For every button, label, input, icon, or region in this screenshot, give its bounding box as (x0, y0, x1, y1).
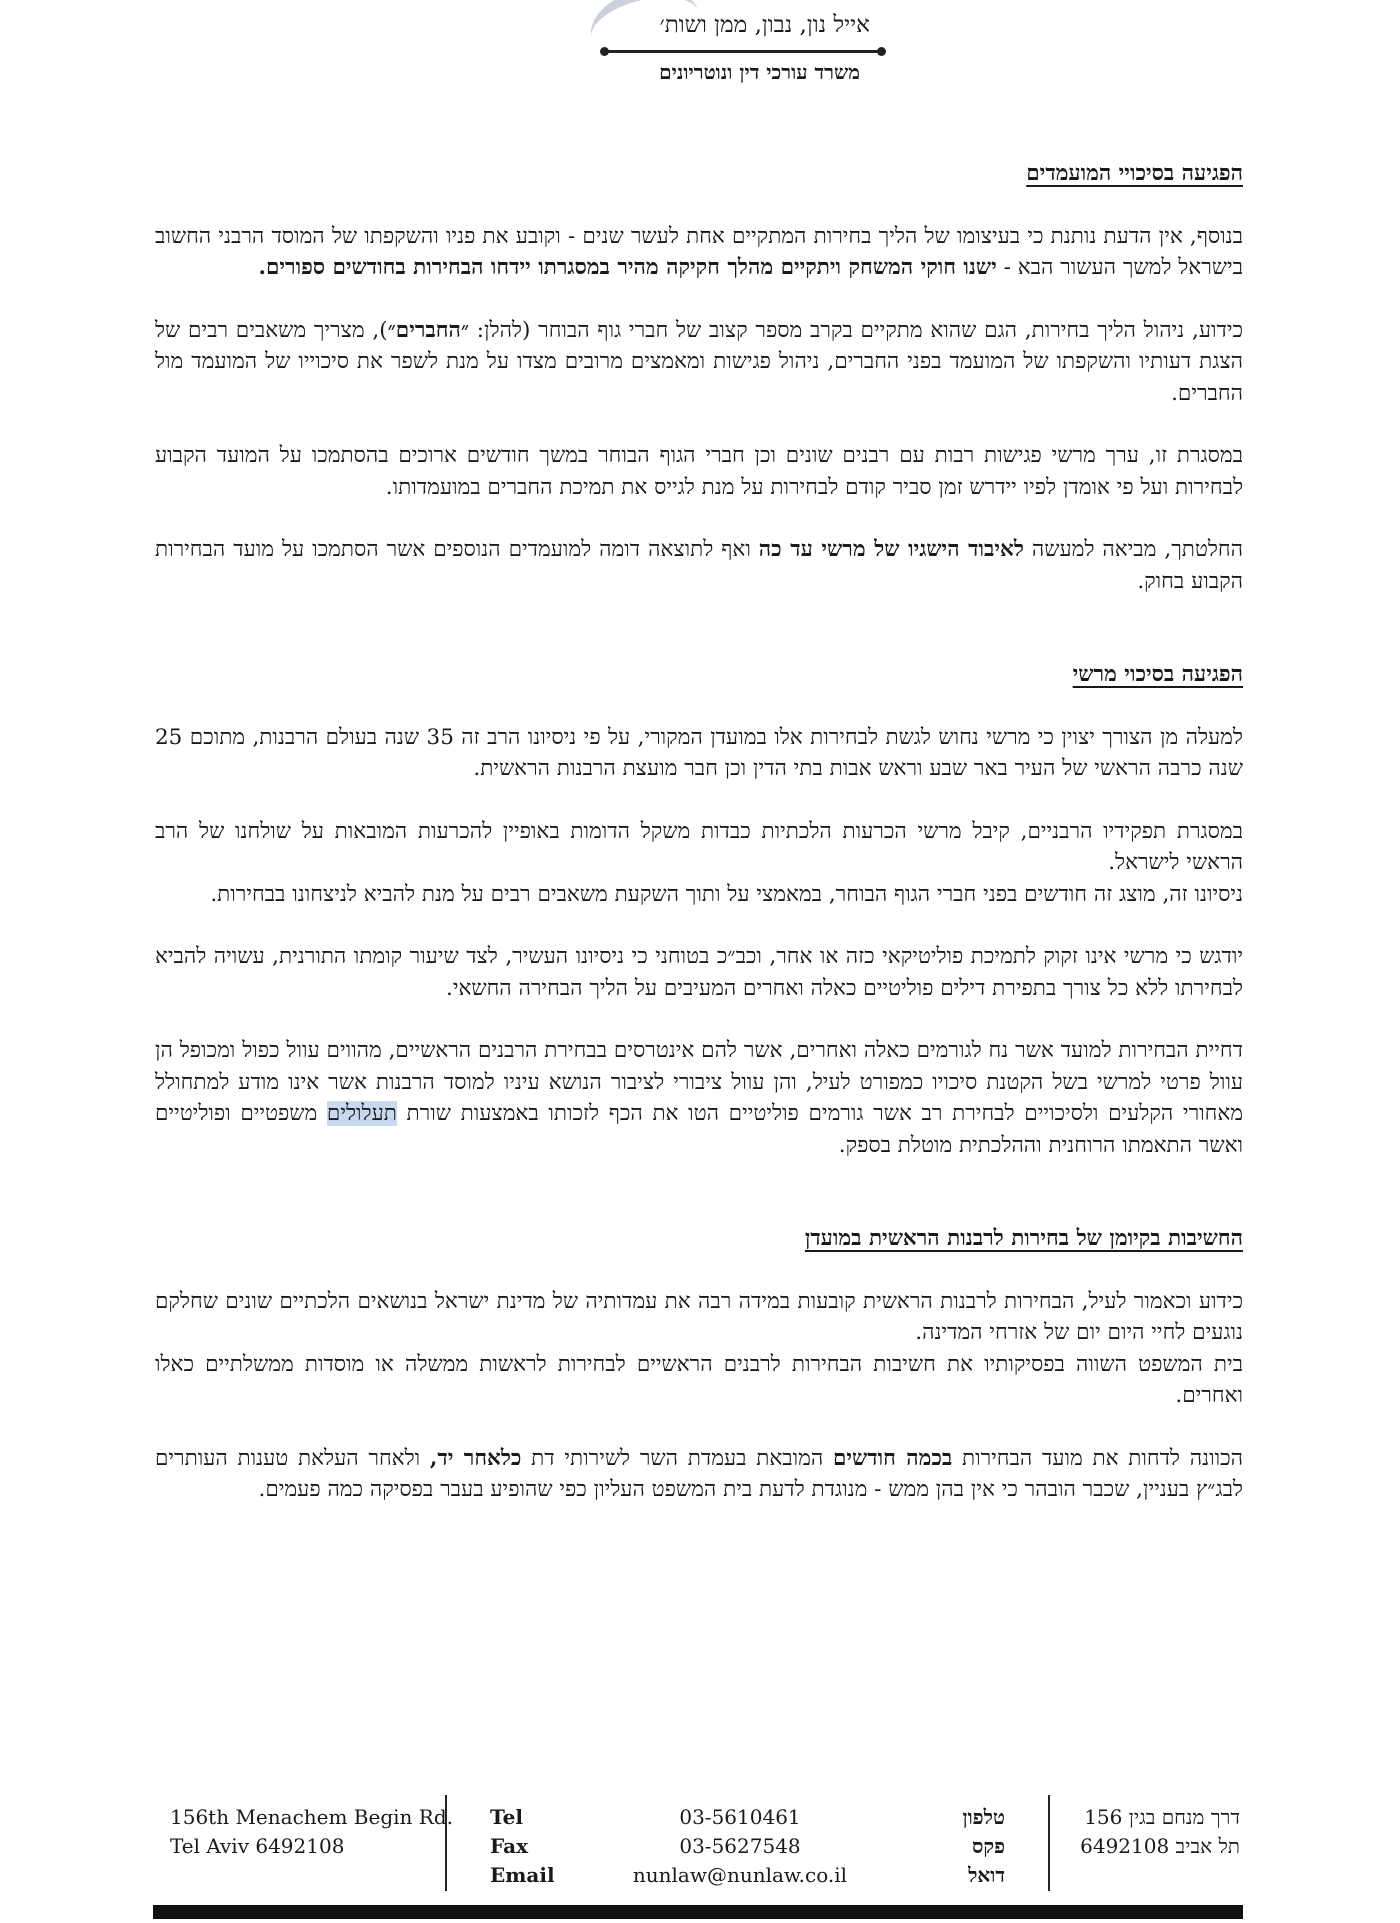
paragraph: למעלה מן הצורך יצוין כי מרשי נחוש לגשת לבחירות אלו במועדן המקורי, על פי ניסיונו הרב זה 35 שנה בעולם הרבנות, מתוכם 25 שנה כרבה הראשי של העיר באר שבע וראש אבות בתי הדין וכן חבר מועצת הרבנות הראשית. (155, 724, 1243, 781)
section-heading-candidates: הפגיעה בסיכויי המועמדים (1026, 161, 1243, 186)
firm-names: אייל נון, נבון, ממן ושות׳ (659, 12, 870, 38)
paragraph: הכוונה לדחות את מועד הבחירות בכמה חודשים המובאת בעמדת השר לשירותי דת כלאחר יד, ולאחר העלאת טענות העותרים לבג״ץ בעניין, שכבר הובהר כי אין בהן ממש - מנוגדת לדעת בית המשפט העליון כפי שהופיע בעבר בפסיקה כמה פעמים. (155, 1445, 1243, 1502)
fax-number: 03-5627548 (679, 1834, 801, 1858)
bold-text: ישנו חוקי המשחק ויתקיים מהלך חקיקה מהיר במסגרתו יידחו הבחירות בחודשים ספורים. (258, 255, 997, 280)
paragraph: יודגש כי מרשי אינו זקוק לתמיכת פוליטיקאי כזה או אחר, וכב״כ בטוחני כי ניסיונו העשיר, לצד שיעור קומתו התורנית, עשויה להביא לבחירתו ללא כל צורך בתפירת דילים פוליטיים כאלה ואחרים המעיבים על הליך הבחירה החשאי. (155, 944, 1243, 1001)
bold-text: לאיבוד הישגיו של מרשי עד כה (758, 537, 1024, 562)
bold-text: בכמה חודשים (832, 1445, 953, 1471)
letter-footer (155, 1795, 1243, 1895)
footer-divider (445, 1795, 447, 1891)
footer-divider (1048, 1795, 1050, 1891)
bold-text: ״החברים״ (387, 317, 470, 343)
paragraph: כידוע וכאמור לעיל, הבחירות לרבנות הראשית קובעות במידה רבה את עמדותיה של מדינת ישראל בנושאים הלכתיים שונים שחלקם נוגעים לחיי היום יום של אזרחי המדינה. (155, 1288, 1243, 1345)
section-heading-importance: החשיבות בקיומן של בחירות לרבנות הראשית במועדן (804, 1226, 1243, 1251)
paragraph: ניסיונו זה, מוצג זה חודשים בפני חברי הגוף הבוחר, במאמצי על ותוך השקעת משאבים רבים על מנת להביא לניצחונו בבחירות. (210, 881, 1243, 907)
section-heading-client: הפגיעה בסיכוי מרשי (1072, 662, 1243, 687)
paragraph: בנוסף, אין הדעת נותנת כי בעיצומו של הליך בחירות המתקיים אחת לעשר שנים - וקובע את פניו והשקפתו של המוסד הרבני החשוב בישראל למשך העשור הבא - ישנו חוקי המשחק ויתקיים מהלך חקיקה מהיר במסגרתו יידחו הבחירות בחודשים ספורים. (155, 223, 1243, 280)
letterhead (560, 8, 900, 88)
paragraph: במסגרת זו, ערך מרשי פגישות רבות עם רבנים שונים וכן חברי הגוף הבוחר במשך חודשים ארוכים בהסתמכו על המועד הקבוע לבחירות ועל פי אומדן לפיו יידרש זמן סביר קודם לבחירות על מנת לגייס את תמיכת החברים במועמדותו. (155, 443, 1243, 500)
paragraph: במסגרת תפקידיו הרבניים, קיבל מרשי הכרעות הלכתיות כבדות משקל הדומות באופיין להכרעות המובאות על שולחנו של הרב הראשי לישראל. (155, 818, 1243, 875)
bold-text: כלאחר יד, (429, 1445, 522, 1471)
email-address: nunlaw@nunlaw.co.il (632, 1863, 848, 1887)
letter-body (155, 158, 1243, 1537)
footer-hebrew-address: דרך מנחם בגין 156 תל אביב 6492108 (1080, 1805, 1240, 1858)
footer-contact-values (615, 1803, 865, 1890)
phone-number: 03-5610461 (679, 1805, 801, 1829)
footer-bottom-bar (153, 1905, 1243, 1919)
paragraph: דחיית הבחירות למועד אשר נח לגורמים כאלה ואחרים, אשר להם אינטרסים בבחירת הרבנים הראשיים, מהווים עוול כפול ומכופל הן עוול פרטי למרשי בשל הקטנת סיכויו כמפורט לעיל, והן עוול ציבורי לציבור הנושא עיניו למוסד הרבנות אשר אינו מודע למתחולל מאחורי הקלעים ולסיכויים לבחירת רב אשר גורמים פוליטיים הטו את הכף לזכותו באמצעות שורת תעלולים משפטיים ופוליטיים ואשר התאמתו הרוחנית וההלכתית מוטלת בספק. (155, 1038, 1243, 1158)
letterhead-rule (604, 50, 882, 53)
footer-english-address: 156th Menachem Begin Rd. Tel Aviv 6492108 (170, 1805, 453, 1858)
footer-english-labels: Tel Fax Email (490, 1805, 555, 1887)
paragraph: כידוע, ניהול הליך בחירות, הגם שהוא מתקיים בקרב מספר קצוב של חברי גוף הבוחר (להלן: ״החברים״), מצריך משאבים רבים של הצגת דעותיו והשקפתו של המועמד בפני החברים, ניהול פגישות ומאמצים מרובים מצדו על מנת לשפר את סיכוייו של המועמד מול החברים. (155, 317, 1243, 406)
paragraph: החלטתך, מביאה למעשה לאיבוד הישגיו של מרשי עד כה ואף לתוצאה דומה למועמדים הנוספים אשר הסתמכו על מועד הבחירות הקבוע בחוק. (155, 537, 1244, 594)
highlighted-text: תעלולים (326, 1101, 397, 1126)
firm-description: משרד עורכי דין ונוטריונים (659, 60, 860, 84)
paragraph: בית המשפט השווה בפסיקותיו את חשיבות הבחירות לרבנים הראשיים לבחירות לראשות ממשלה או מוסדות ממשלתיים כאלו ואחרים. (155, 1351, 1243, 1408)
footer-hebrew-labels: טלפון פקס דואל (962, 1805, 1005, 1887)
